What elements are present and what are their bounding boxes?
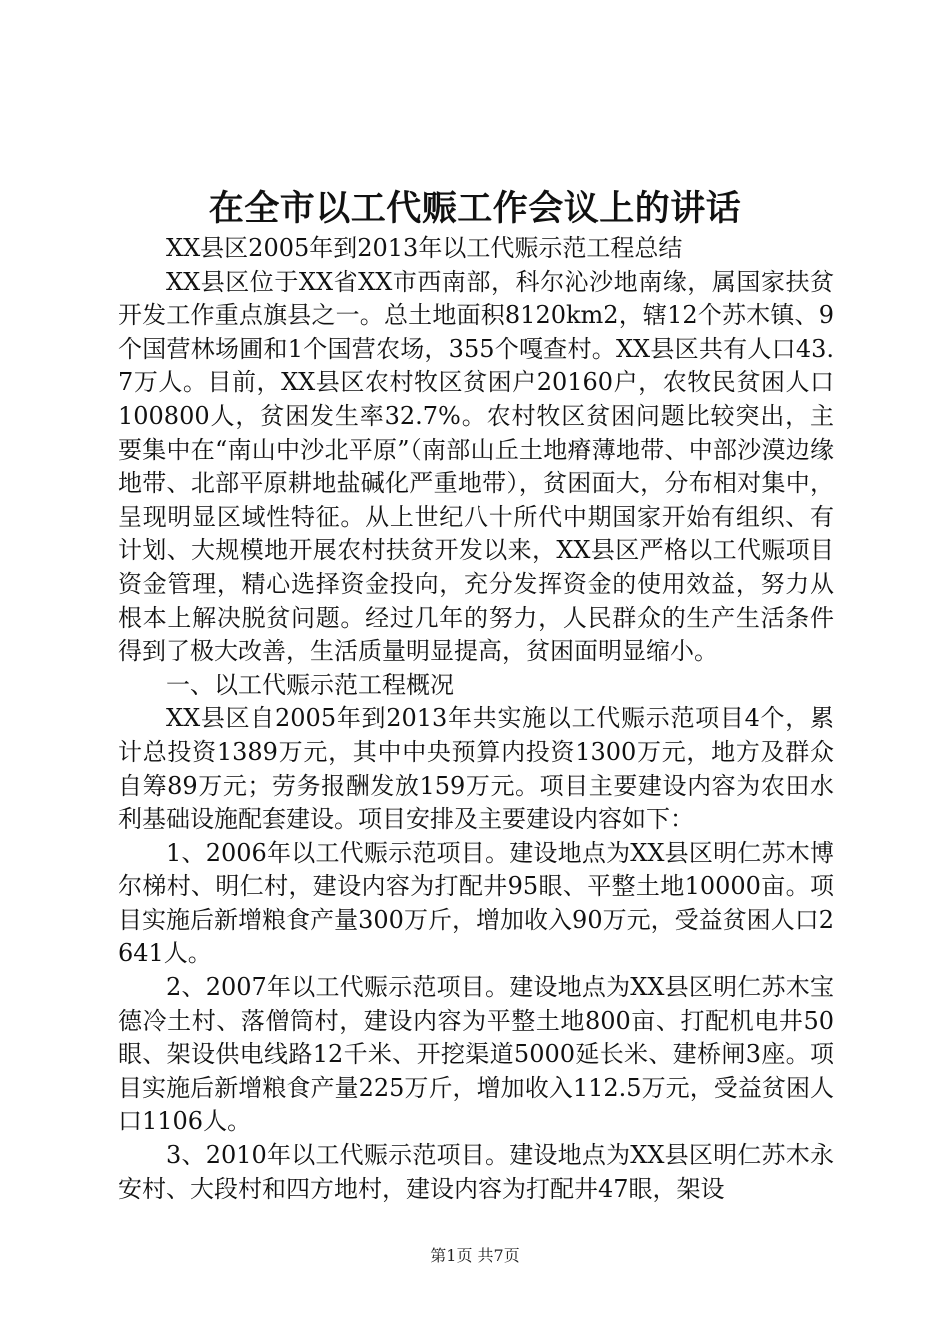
paragraph-subtitle: XX县区2005年到2013年以工代赈示范工程总结 bbox=[166, 234, 683, 262]
paragraph-project-1: 1、2006年以工代赈示范项目。建设地点为XX县区明仁苏木博尔梯村、明仁村，建设内容为打配井95眼、平整土地10000亩。项目实施后新增粮食产量300万斤，增加收入90万元，受益贫困人口2641人。 bbox=[118, 838, 834, 968]
page-title: 在全市以工代赈工作会议上的讲话 bbox=[208, 188, 742, 229]
paragraph-project-3: 3、2010年以工代赈示范项目。建设地点为XX县区明仁苏木永安村、大段村和四方地村，建设内容为打配井47眼，架设 bbox=[118, 1141, 834, 1203]
paragraph-overview: XX县区位于XX省XX市西南部，科尔沁沙地南缘，属国家扶贫开发工作重点旗县之一。总土地面积8120km2，辖12个苏木镇、9个国营林场圃和1个国营农场，355个嘎查村。XX县区共有人口43.7万人。目前，XX县区农村牧区贫困户20160户，农牧民贫困人口100800人，贫困发生率32.7%。农村牧区贫困问题比较突出，主要集中在“南山中沙北平原”（南部山丘土地瘠薄地带、中部沙漠边缘地带、北部平原耕地盐碱化严重地带），贫困面大，分布相对集中，呈现明显区域性特征。从上世纪八十所代中期国家开始有组织、有计划、大规模地开展农村扶贫开发以来，XX县区严格以工代赈项目资金管理，精心选择资金投向，充分发挥资金的使用效益，努力从根本上解决脱贫问题。经过几年的努力，人民群众的生产生活条件得到了极大改善，生活质量明显提高，贫困面明显缩小。 bbox=[118, 267, 834, 666]
page-footer: 第1页 共7页 bbox=[430, 1246, 520, 1265]
section-heading: 一、以工代赈示范工程概况 bbox=[166, 670, 454, 699]
paragraph-summary: XX县区自2005年到2013年共实施以工代赈示范项目4个，累计总投资1389万元，其中中央预算内投资1300万元，地方及群众自筹89万元；劳务报酬发放159万元。项目主要建设内容为农田水利基础设施配套建设。项目安排及主要建设内容如下： bbox=[118, 704, 834, 834]
paragraph-project-2: 2、2007年以工代赈示范项目。建设地点为XX县区明仁苏木宝德冷土村、落僧筒村，建设内容为平整土地800亩、打配机电井50眼、架设供电线路12千米、开挖渠道5000延长米、建桥闸3座。项目实施后新增粮食产量225万斤，增加收入112.5万元，受益贫困人口1106人。 bbox=[118, 973, 834, 1136]
document-body bbox=[118, 232, 834, 1206]
